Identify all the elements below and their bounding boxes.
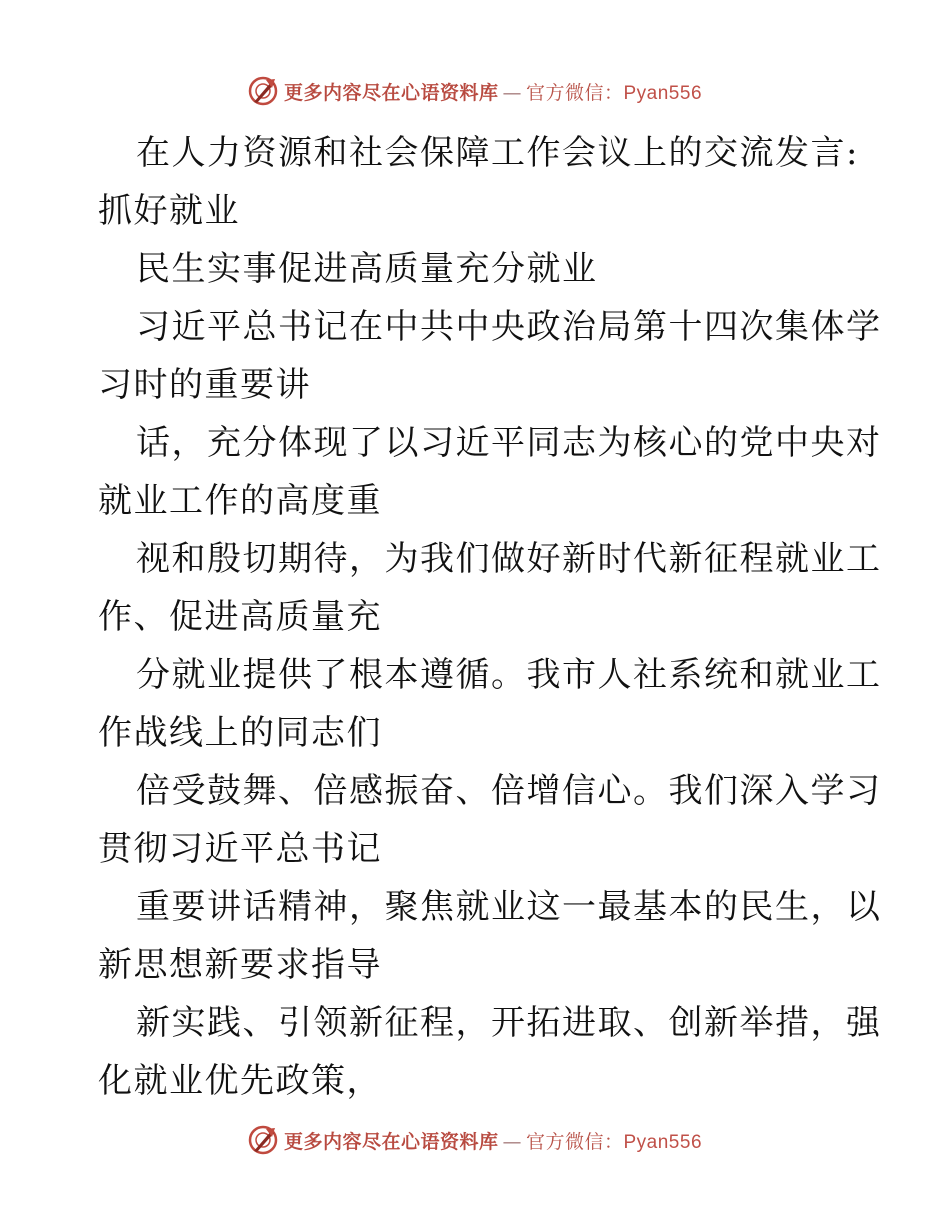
body-line: 新实践、引领新征程，开拓进取、创新举措，强 xyxy=(136,1003,882,1043)
body-line: 视和殷切期待，为我们做好新时代新征程就业工 xyxy=(136,539,882,579)
body-line: 就业工作的高度重 xyxy=(98,481,382,521)
body-line: 新思想新要求指导 xyxy=(98,945,382,985)
body-line: 作战线上的同志们 xyxy=(98,713,382,753)
body-line: 分就业提供了根本遵循。我市人社系统和就业工 xyxy=(136,655,882,695)
body-line: 话，充分体现了以习近平同志为核心的党中央对 xyxy=(136,423,882,463)
footer-wechat-id: Pyan556 xyxy=(623,1131,703,1153)
quill-circle-logo-icon xyxy=(248,76,278,106)
body-line: 重要讲话精神，聚焦就业这一最基本的民生，以 xyxy=(136,887,882,927)
body-line-title: 在人力资源和社会保障工作会议上的交流发言: xyxy=(136,133,859,173)
header-brand: 更多内容尽在心语资料库 xyxy=(283,81,499,104)
body-line-subtitle: 民生实事促进高质量充分就业 xyxy=(136,249,598,289)
quill-circle-logo-icon xyxy=(248,1125,278,1155)
header-separator: — xyxy=(502,81,522,104)
body-line: 化就业优先政策， xyxy=(98,1061,382,1101)
body-line: 贯彻习近平总书记 xyxy=(98,829,382,869)
footer-brand: 更多内容尽在心语资料库 xyxy=(283,1130,499,1153)
body-line: 习近平总书记在中共中央政治局第十四次集体学 xyxy=(136,307,882,347)
body-line: 作、促进高质量充 xyxy=(98,597,382,637)
footer-banner xyxy=(0,1120,950,1160)
header-wechat-id: Pyan556 xyxy=(623,82,703,104)
footer-separator: — xyxy=(502,1130,522,1153)
header-wechat-label: 官方微信： xyxy=(525,81,624,104)
footer-wechat-label: 官方微信： xyxy=(525,1130,624,1153)
body-line: 习时的重要讲 xyxy=(98,365,311,405)
header-banner xyxy=(0,71,950,111)
document-body xyxy=(98,124,882,1110)
body-line: 抓好就业 xyxy=(98,191,240,231)
header-banner-text xyxy=(284,78,702,105)
footer-banner-text xyxy=(284,1127,702,1154)
body-line: 倍受鼓舞、倍感振奋、倍增信心。我们深入学习 xyxy=(136,771,882,811)
